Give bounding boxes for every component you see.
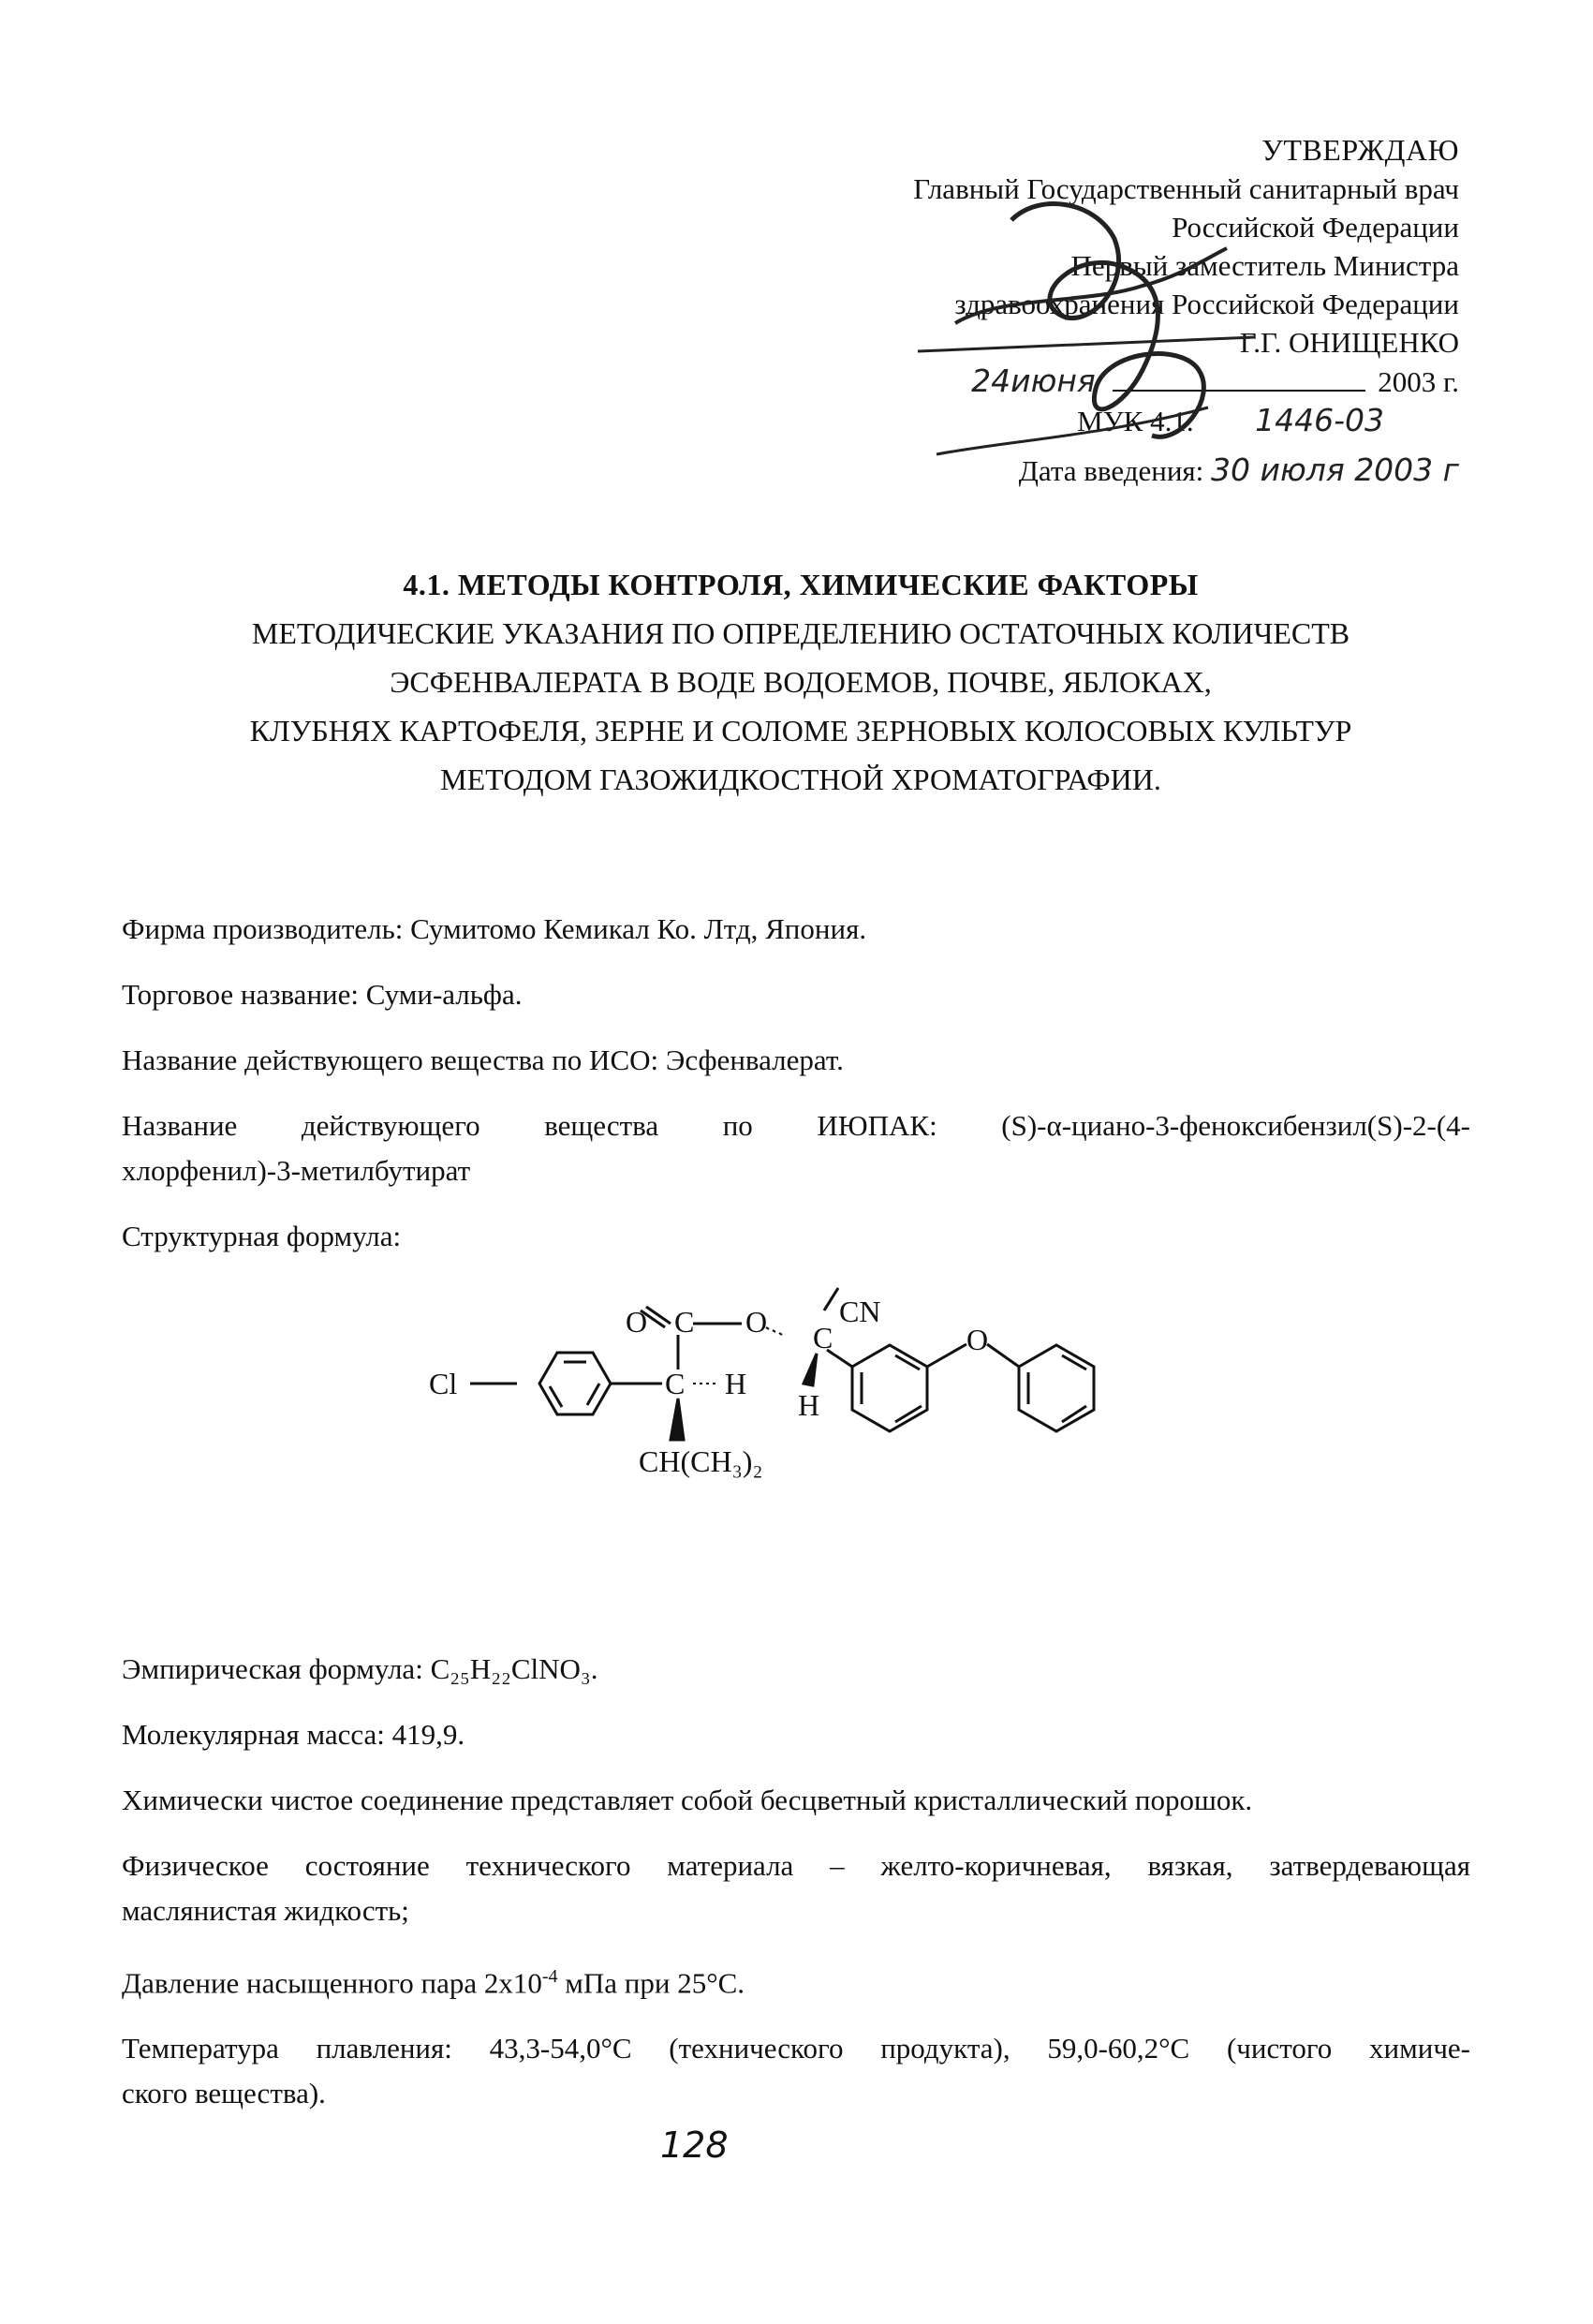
manufacturer-text: Фирма производитель: Сумитомо Кемикал Ко. Лтд, Япония. bbox=[122, 912, 867, 945]
group-isopropyl: CH(CH₃)₂ bbox=[639, 1444, 763, 1478]
atom-H-center: H bbox=[725, 1367, 747, 1400]
atom-H-alpha: H bbox=[798, 1388, 820, 1422]
group-CN: CN bbox=[839, 1295, 881, 1328]
iupac-name-line-2: хлорфенил)-3-метилбутират bbox=[122, 1154, 471, 1187]
melting-point-line-1: Температура плавления: 43,3-54,0°С (технического продукта), 59,0-60,2°С (чистого химиче- bbox=[122, 2032, 1470, 2065]
atom-C-alpha: C bbox=[813, 1321, 833, 1354]
iso-name-text: Название действующего вещества по ИСО: Эсфенвалерат. bbox=[122, 1044, 844, 1076]
muk-handwritten: 1446-03 bbox=[1255, 402, 1384, 438]
intro-date-handwritten: 30 июля 2003 г bbox=[1211, 451, 1459, 488]
empirical-formula-label: Эмпирическая формула: bbox=[122, 1652, 431, 1685]
handwritten-date: 24июня bbox=[971, 363, 1096, 399]
substance-info bbox=[122, 907, 1470, 1280]
muk-prefix: МУК 4.1. bbox=[1077, 405, 1194, 437]
technical-state-line-2: маслянистая жидкость; bbox=[122, 1894, 409, 1927]
atom-O-ester: O bbox=[745, 1305, 768, 1339]
section-title: 4.1. МЕТОДЫ КОНТРОЛЯ, ХИМИЧЕСКИЕ ФАКТОРЫ bbox=[403, 568, 1199, 601]
empirical-formula bbox=[122, 1647, 1470, 1692]
substance-properties bbox=[122, 1647, 1470, 2137]
vapor-pressure-prefix: Давление насыщенного пара 2х10 bbox=[122, 1966, 542, 2000]
molar-mass: Молекулярная масса: 419,9. bbox=[122, 1718, 465, 1751]
approval-position: Главный Государственный санитарный врач bbox=[913, 172, 1459, 205]
structural-formula-diagram bbox=[412, 1295, 1255, 1616]
trade-name-text: Торговое название: Суми-альфа. bbox=[122, 978, 523, 1011]
iupac-name-line-1: Название действующего вещества по ИЮПАК: (S)-α-циано-3-феноксибензил(S)-2-(4- bbox=[122, 1109, 1470, 1142]
atom-Cl: Cl bbox=[429, 1367, 458, 1400]
approval-country: Российской Федерации bbox=[1172, 211, 1459, 244]
title-line-4: КЛУБНЯХ КАРТОФЕЛЯ, ЗЕРНЕ И СОЛОМЕ ЗЕРНОВЫХ КОЛОСОВЫХ КУЛЬТУР bbox=[249, 714, 1352, 748]
technical-state-line-1: Физическое состояние технического материала – желто-коричневая, вязкая, затвердевающая bbox=[122, 1849, 1470, 1882]
atom-C-carbonyl: C bbox=[674, 1305, 695, 1339]
signature-image bbox=[899, 183, 1292, 482]
title-line-5: МЕТОДОМ ГАЗОЖИДКОСТНОЙ ХРОМАТОГРАФИИ. bbox=[440, 762, 1161, 796]
structural-formula-label: Структурная формула: bbox=[122, 1220, 402, 1252]
empirical-formula-value: C₂₅H₂₂ClNO₃. bbox=[430, 1652, 598, 1685]
vapor-pressure-exponent: -4 bbox=[541, 1966, 558, 1987]
atom-O-carbonyl: O bbox=[626, 1305, 648, 1339]
vapor-pressure bbox=[122, 1954, 1470, 2006]
approval-year: 2003 г. bbox=[1378, 365, 1459, 398]
intro-date-label: Дата введения: bbox=[1018, 454, 1204, 487]
introduction-date bbox=[1019, 451, 1459, 488]
approval-heading: УТВЕРЖДАЮ bbox=[1261, 133, 1459, 167]
atom-O-ether: O bbox=[966, 1323, 989, 1356]
vapor-pressure-suffix: мПа при 25°С. bbox=[557, 1966, 745, 2000]
title-line-2: МЕТОДИЧЕСКИЕ УКАЗАНИЯ ПО ОПРЕДЕЛЕНИЮ ОСТАТОЧНЫХ КОЛИЧЕСТВ bbox=[251, 616, 1350, 650]
pure-compound-description: Химически чистое соединение представляет собой бесцветный кристаллический порошок. bbox=[122, 1784, 1253, 1816]
approval-deputy: Первый заместитель Министра bbox=[1070, 249, 1459, 282]
page-number: 128 bbox=[660, 2124, 729, 2166]
melting-point-line-2: ского вещества). bbox=[122, 2077, 326, 2110]
approval-ministry: здравоохранения Российской Федерации bbox=[954, 288, 1459, 320]
title-line-3: ЭСФЕНВАЛЕРАТА В ВОДЕ ВОДОЕМОВ, ПОЧВЕ, ЯБЛОКАХ, bbox=[390, 665, 1212, 699]
document-title bbox=[122, 560, 1480, 804]
approval-name: Г.Г. ОНИЩЕНКО bbox=[1239, 326, 1459, 359]
atom-C-center: C bbox=[665, 1367, 686, 1400]
